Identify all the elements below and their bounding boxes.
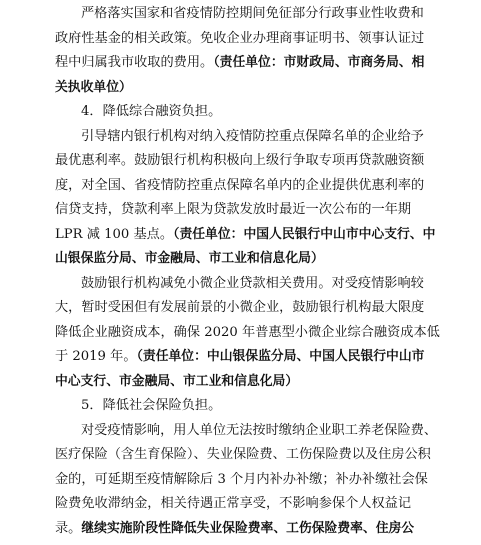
line-text: 降低企业融资成本，确保 2020 年普惠型小微企业综合融资成本低	[55, 324, 440, 340]
line-text: 鼓励银行机构减免小微企业贷款相关费用。对受疫情影响较	[81, 275, 424, 291]
paragraph-line	[55, 27, 463, 52]
line-text: 医疗保险（含生育保险）、失业保险费、工伤保险费以及住房公积	[55, 447, 431, 462]
responsible-units-text: （责任单位：中山银保监分局、中国人民银行中山市	[136, 349, 425, 364]
paragraph-line	[55, 272, 463, 297]
line-text: 度，对全国、省疫情防控重点保障名单内的企业提供优惠利率的	[55, 177, 425, 193]
paragraph-line	[55, 76, 463, 101]
paragraph-line	[55, 2, 463, 27]
responsible-units-text: 中心支行、市金融局、市工业和信息化局）	[55, 373, 299, 389]
paragraph-line	[55, 321, 463, 346]
line-text: 于 2019 年。	[55, 349, 137, 364]
paragraph-line	[55, 443, 463, 468]
line-text: 引导辖内银行机构对纳入疫情防控重点保障名单的企业给予	[81, 128, 424, 144]
paragraph-line	[55, 419, 463, 444]
line-text: 对受疫情影响，用人单位无法按时缴纳企业职工养老保险费、	[81, 422, 438, 438]
paragraph-line	[55, 247, 463, 272]
section-heading: 4．降低综合融资负担。	[81, 104, 222, 119]
line-text: 严格落实国家和省疫情防控期间免征部分行政事业性收费和	[81, 6, 424, 21]
line-text: 最优惠利率。鼓励银行机构积极向上级行争取专项再贷款融资额	[55, 153, 425, 168]
paragraph-line	[55, 198, 463, 223]
responsible-units-text: （责任单位：市财政局、市商务局、相	[213, 55, 425, 70]
line-text: 录。	[55, 520, 82, 536]
responsible-units-text: 山银保监分局、市金融局、市工业和信息化局）	[55, 251, 324, 266]
responsible-units-text: 继续实施阶段性降低失业保险费率、工伤保险费率、住房公	[81, 520, 415, 536]
responsible-units-text: 关执收单位）	[55, 79, 132, 95]
responsible-units-text: （责任单位：中国人民银行中山市中心支行、中	[173, 226, 436, 242]
paragraph-line	[55, 149, 463, 174]
line-text: 程中归属我市收取的费用。	[55, 55, 214, 70]
line-text: 政府性基金的相关政策。免收企业办理商事证明书、领事认证过	[55, 30, 425, 46]
paragraph-line	[55, 468, 463, 493]
line-text: 险费免收滞纳金，相关待遇正常享受，不影响参保个人权益记	[55, 496, 412, 511]
line-text: LPR 减 100 基点。	[55, 226, 174, 242]
paragraph-line	[55, 125, 463, 150]
section-heading: 5．降低社会保险负担。	[81, 398, 222, 413]
paragraph-line	[55, 492, 463, 517]
paragraph-line	[55, 223, 463, 248]
paragraph-line	[55, 296, 463, 321]
line-text: 信贷支持，贷款利率上限为贷款发放时最近一次公布的一年期	[55, 202, 412, 217]
paragraph-line	[55, 345, 463, 370]
paragraph-line	[55, 517, 463, 542]
paragraph-line	[55, 370, 463, 395]
line-text: 大，暂时受困但有发展前景的小微企业，鼓励银行机构最大限度	[55, 300, 425, 315]
line-text: 金的，可延期至疫情解除后 3 个月内补办补缴；补办补缴社会保	[55, 471, 428, 487]
paragraph-line	[55, 51, 463, 76]
paragraph-line	[55, 174, 463, 199]
